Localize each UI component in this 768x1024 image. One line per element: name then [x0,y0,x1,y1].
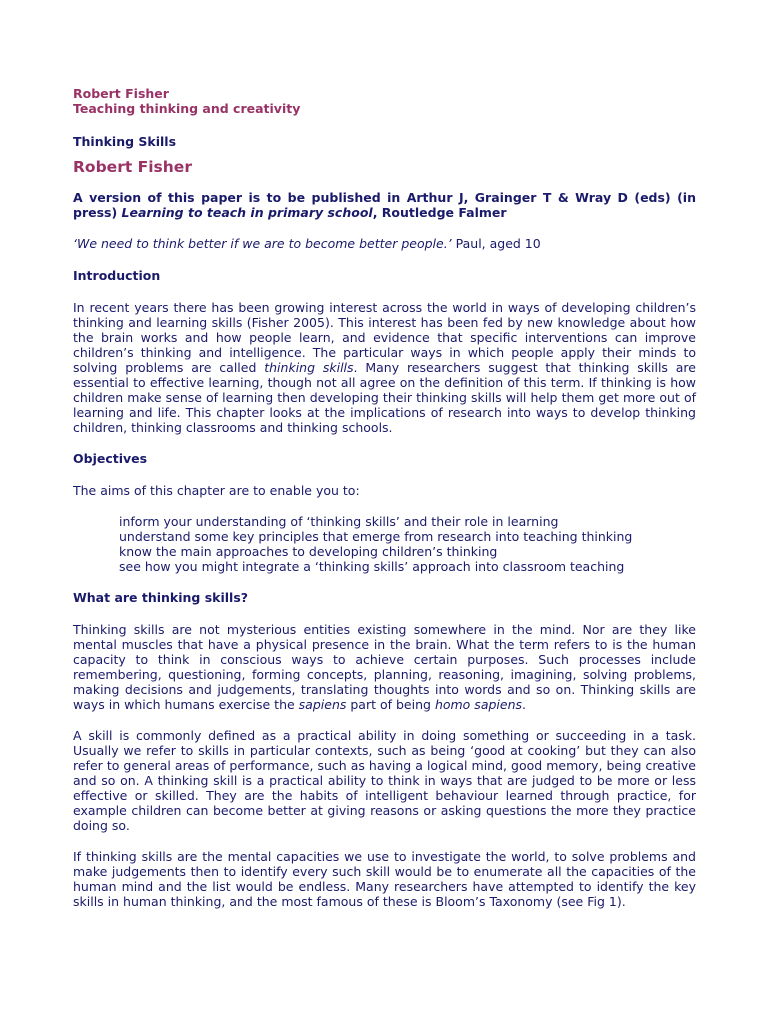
objectives-list [73,514,696,574]
what-are-paragraph-3: If thinking skills are the mental capacities we use to investigate the world, to solve problems and make judgements then to identify every such skill would be to enumerate all the capacities of the human mind and the list would be endless. Many researchers have attempted to identify the key skills in human thinking, and the most famous of these is Bloom’s Taxonomy (see Fig 1). [73,849,696,909]
intro-text-2: . Many researchers suggest that thinking skills are essential to effective learning, though not all agree on the definition of this term. If thinking is how children make sense of learning then developing their thinking skills will help them get more out of learning and life. This chapter looks at the implications of research into ways to develop thinking children, thinking classrooms and thinking schools. [73,360,696,435]
author-heading: Robert Fisher [73,158,192,176]
what-are-heading: What are thinking skills? [73,590,249,605]
section-title: Thinking Skills [73,134,177,149]
p1-em-homo-sapiens: homo sapiens [434,697,523,712]
what-are-paragraph-1 [73,622,696,712]
p1-em-sapiens: sapiens [298,697,347,712]
objective-item: see how you might integrate a ‘thinking skills’ approach into classroom teaching [119,559,625,574]
objective-item: know the main approaches to developing children’s thinking [119,544,498,559]
intro-text-1: In recent years there has been growing interest across the world in ways of developing children’s thinking and learning skills (Fisher 2005). This interest has been fed by new knowledge about how the brain works and how people learn, and evidence that specific interventions can improve children’s thinking and intelligence. The particular ways in which people apply their minds to solving problems are called [73,300,696,375]
p1-text-2: part of being [346,697,435,712]
quote-attribution: Paul, aged 10 [451,236,541,251]
objectives-heading: Objectives [73,451,148,466]
intro-em-thinking-skills: thinking skills [264,360,354,375]
introduction-paragraph [73,300,696,435]
publication-book-title: Learning to teach in primary school [121,205,373,220]
header-subtitle: Teaching thinking and creativity [73,101,301,116]
introduction-heading: Introduction [73,268,161,283]
quote-text: ‘We need to think better if we are to become better people.’ [73,236,452,251]
objectives-intro: The aims of this chapter are to enable you to: [73,483,360,498]
p1-text-3: . [522,697,526,712]
publication-note [73,190,696,220]
objective-item: understand some key principles that emerge from research into teaching thinking [119,529,633,544]
publication-note-part2: , Routledge Falmer [372,205,507,220]
what-are-paragraph-2: A skill is commonly defined as a practical ability in doing something or succeeding in a task. Usually we refer to skills in particular contexts, such as being ‘good at cooking’ but they can also refer to general areas of performance, such as having a logical mind, good memory, being creative and so on. A thinking skill is a practical ability to think in ways that are judged to be more or less effective or skilled. They are the habits of intelligent behaviour learned through practice, for example children can become better at giving reasons or asking questions the more they practice doing so. [73,728,696,833]
objective-item: inform your understanding of ‘thinking skills’ and their role in learning [119,514,559,529]
opening-quote [73,236,696,251]
header-author: Robert Fisher [73,86,169,101]
publication-note-part1: A version of this paper is to be published in Arthur J, Grainger T & Wray D (eds) (in press) [73,190,696,220]
p1-text-1: Thinking skills are not mysterious entities existing somewhere in the mind. Nor are they like mental muscles that have a physical presence in the brain. What the term refers to is the human capacity to think in conscious ways to achieve certain purposes. Such processes include remembering, questioning, forming concepts, planning, reasoning, imagining, solving problems, making decisions and judgements, translating thoughts into words and so on. Thinking skills are ways in which humans exercise the [73,622,696,712]
document-page [73,86,696,909]
